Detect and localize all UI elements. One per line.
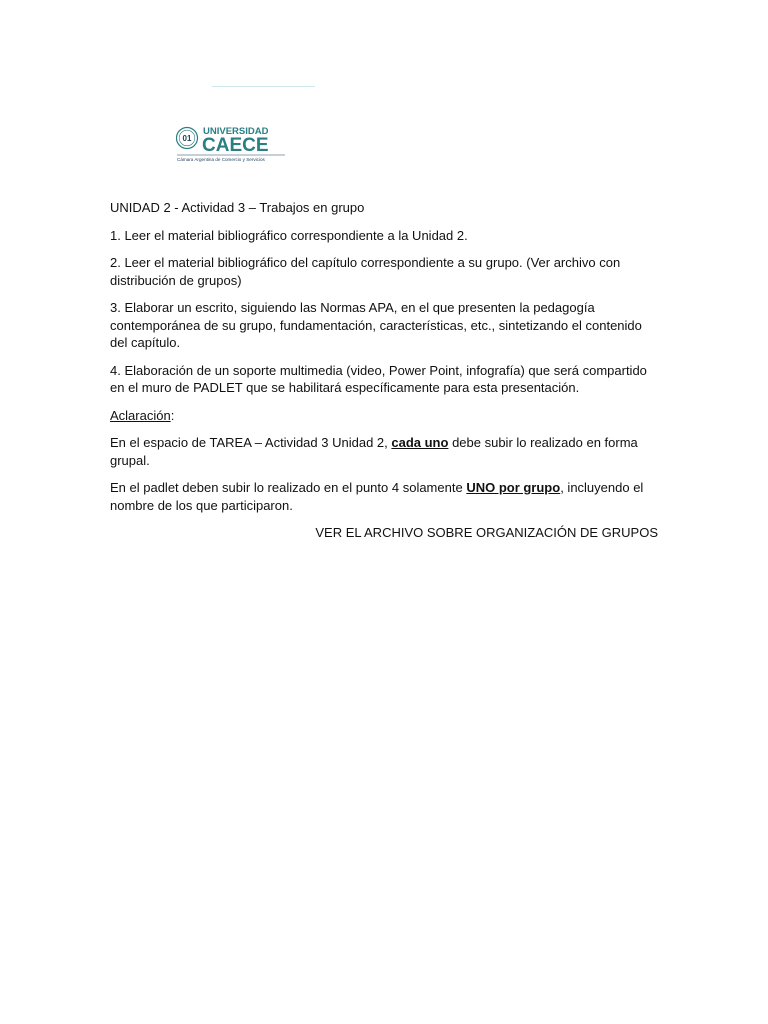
tarea-text-pre: En el espacio de TAREA – Actividad 3 Unidad 2, [110,435,392,450]
aclaracion-colon: : [170,407,175,423]
padlet-text-post: , incluyendo el nombre de los que participaron. [110,480,644,513]
top-divider [212,86,315,87]
aclaracion-label: Aclaración [110,407,171,423]
logo-text-main: CAECE [202,135,269,156]
logo-text-top: UNIVERSIDAD [203,126,269,137]
aclaracion-heading [110,407,662,425]
padlet-emphasis: UNO por grupo [466,480,561,495]
document-body [110,199,662,552]
tarea-paragraph [110,434,662,469]
logo-graphic [176,122,288,166]
item-2: 2. Leer el material bibliográfico del capítulo correspondiente a su grupo. (Ver archivo con distribución de grupos) [110,255,621,288]
footer-note: VER EL ARCHIVO SOBRE ORGANIZACIÓN DE GRUPOS [315,525,658,540]
tarea-text-post: debe subir lo realizado en forma grupal. [110,435,638,468]
document-title: UNIDAD 2 - Actividad 3 – Trabajos en grupo [110,200,365,215]
logo-seal-text: 01 [182,134,192,143]
universidad-caece-logo [176,122,288,166]
tarea-emphasis: cada uno [391,435,449,450]
padlet-text-pre: En el padlet deben subir lo realizado en el punto 4 solamente [110,480,467,495]
logo-seal-icon [177,128,198,149]
item-4: 4. Elaboración de un soporte multimedia (video, Power Point, infografía) que será compartido en el muro de PADLET que se habilitará específicamente para esta presentación. [110,362,647,395]
item-1: 1. Leer el material bibliográfico correspondiente a la Unidad 2. [110,227,468,243]
item-3: 3. Elaborar un escrito, siguiendo las Normas APA, en el que presenten la pedagogía contemporánea de su grupo, fundamentación, características, etc., sintetizando el contenido del capítulo. [110,300,642,350]
padlet-paragraph [110,479,662,514]
logo-text-sub: Cámara Argentina de Comercio y Servicios [177,157,265,162]
